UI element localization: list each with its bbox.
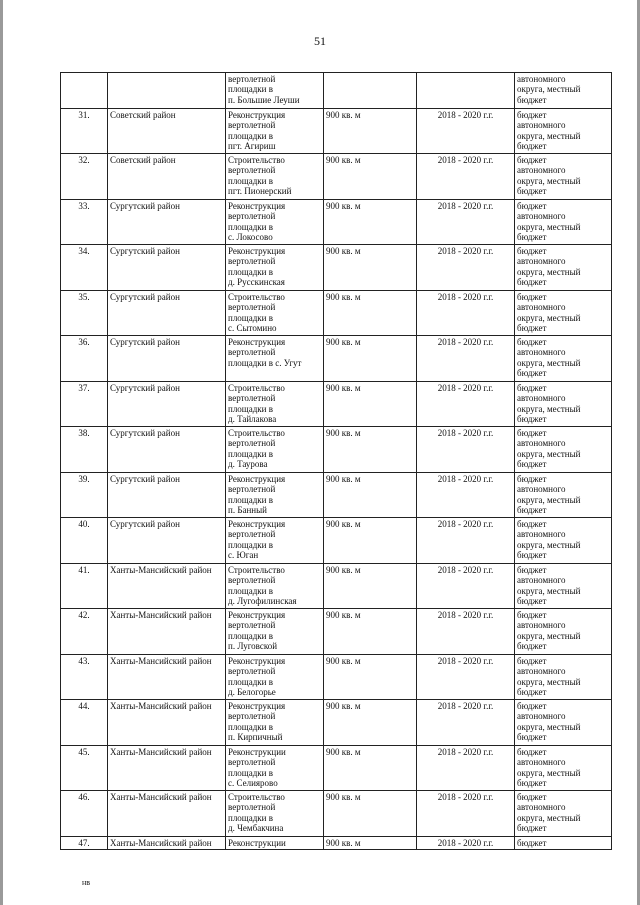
period-cell: 2018 - 2020 г.г. (417, 655, 515, 700)
table-row (61, 518, 612, 564)
row-number-cell: 31. (61, 109, 108, 154)
row-number-cell: 41. (61, 564, 108, 609)
area-cell: 900 кв. м (324, 473, 417, 518)
funding-source-cell-line: округа, местный (517, 221, 581, 232)
period-cell: 2018 - 2020 г.г. (417, 427, 515, 473)
row-number-cell: 34. (61, 245, 108, 291)
funding-source-cell-line: автономного (517, 302, 566, 313)
district-cell: Сургутский район (108, 245, 226, 291)
object-cell-line: Реконструкция (228, 246, 286, 256)
funding-source-cell-line: автономного (517, 256, 566, 267)
funding-source-cell-line: автономного (517, 393, 566, 404)
area-cell: 900 кв. м (324, 291, 417, 336)
object-cell-line: Строительство (228, 792, 285, 802)
funding-source-cell-line: бюджет (517, 778, 547, 789)
table-row (61, 154, 612, 200)
funding-source-cell (515, 73, 612, 109)
object-cell-line: Реконструкции (228, 838, 286, 848)
district-cell: Ханты-Мансийский район (108, 837, 226, 850)
funding-source-cell-line: округа, местный (517, 494, 581, 505)
object-cell-line: площадки в (228, 676, 273, 687)
district-cell: Ханты-Мансийский район (108, 746, 226, 791)
funding-source-cell-line: бюджет (517, 110, 547, 120)
row-number-cell: 39. (61, 473, 108, 518)
period-cell (417, 73, 515, 109)
object-cell-line: вертолетной (228, 757, 276, 768)
object-cell (226, 791, 324, 837)
funding-source-cell-line: бюджет (517, 823, 547, 834)
object-cell-line: площадки в (228, 130, 273, 141)
object-cell-line: площадки в (228, 312, 273, 323)
funding-source-cell-line: бюджет (517, 596, 547, 607)
object-cell-line: вертолетной (228, 120, 276, 131)
page-number: 51 (314, 34, 326, 48)
object-cell (226, 609, 324, 655)
row-number-cell: 42. (61, 609, 108, 655)
object-cell-line: д. Чембакчина (228, 823, 284, 834)
funding-source-cell-line: округа, местный (517, 357, 581, 368)
period-cell: 2018 - 2020 г.г. (417, 837, 515, 850)
table-row (61, 73, 612, 109)
helipad-plan-table (60, 72, 612, 850)
object-cell-line: вертолетной (228, 529, 276, 540)
area-cell: 900 кв. м (324, 746, 417, 791)
funding-source-cell-line: округа, местный (517, 812, 581, 823)
period-cell: 2018 - 2020 г.г. (417, 200, 515, 245)
funding-source-cell-line: бюджет (517, 792, 547, 802)
table-row (61, 746, 612, 791)
object-cell-line: Реконструкция (228, 610, 286, 620)
area-cell: 900 кв. м (324, 154, 417, 200)
object-cell-line: Строительство (228, 428, 285, 438)
area-cell: 900 кв. м (324, 791, 417, 837)
object-cell (226, 200, 324, 245)
funding-source-cell-line: бюджет (517, 292, 547, 302)
funding-source-cell-line: автономного (517, 165, 566, 176)
object-cell (226, 564, 324, 609)
funding-source-cell-line: бюджет (517, 505, 547, 516)
funding-source-cell-line: бюджет (517, 246, 547, 256)
object-cell-line: Реконструкция (228, 474, 286, 484)
funding-source-cell (515, 382, 612, 427)
funding-source-cell-line: бюджет (517, 610, 547, 620)
object-cell-line: вертолетной (228, 484, 276, 495)
row-number-cell: 43. (61, 655, 108, 700)
object-cell (226, 245, 324, 291)
object-cell-line: площадки в (228, 494, 273, 505)
funding-source-cell (515, 746, 612, 791)
funding-source-cell-line: округа, местный (517, 84, 581, 95)
funding-source-cell-line: округа, местный (517, 130, 581, 141)
funding-source-cell (515, 109, 612, 154)
funding-source-cell-line: автономного (517, 711, 566, 722)
funding-source-cell-line: автономного (517, 438, 566, 449)
object-cell-line: площадки в (228, 448, 273, 459)
object-cell (226, 427, 324, 473)
funding-source-cell-line: бюджет (517, 201, 547, 211)
object-cell-line: п. Кирпичный (228, 732, 283, 743)
object-cell-line: д. Белогорье (228, 687, 276, 698)
object-cell-line: площадки в (228, 403, 273, 414)
object-cell-line: Реконструкция (228, 519, 286, 529)
period-cell: 2018 - 2020 г.г. (417, 473, 515, 518)
area-cell: 900 кв. м (324, 609, 417, 655)
funding-source-cell-line: бюджет (517, 747, 547, 757)
object-cell-line: д. Таурова (228, 459, 268, 470)
table-row (61, 700, 612, 746)
funding-source-cell (515, 518, 612, 564)
object-cell (226, 382, 324, 427)
period-cell: 2018 - 2020 г.г. (417, 746, 515, 791)
object-cell (226, 73, 324, 109)
funding-source-cell-line: автономного (517, 802, 566, 813)
area-cell: 900 кв. м (324, 336, 417, 382)
funding-source-cell-line: бюджет (517, 565, 547, 575)
funding-source-cell-line: автономного (517, 211, 566, 222)
funding-source-cell (515, 291, 612, 336)
funding-source-cell (515, 655, 612, 700)
object-cell-line: площадки в (228, 84, 273, 95)
period-cell: 2018 - 2020 г.г. (417, 109, 515, 154)
funding-source-cell (515, 336, 612, 382)
period-cell: 2018 - 2020 г.г. (417, 382, 515, 427)
row-number-cell: 32. (61, 154, 108, 200)
period-cell: 2018 - 2020 г.г. (417, 791, 515, 837)
district-cell: Ханты-Мансийский район (108, 655, 226, 700)
object-cell-line: Реконструкция (228, 201, 286, 211)
object-cell (226, 336, 324, 382)
object-cell-line: пгт. Агириш (228, 141, 276, 152)
object-cell-line: площадки в (228, 812, 273, 823)
funding-source-cell-line: бюджет (517, 337, 547, 347)
object-cell-line: д. Тайлакова (228, 414, 277, 425)
funding-source-cell-line: бюджет (517, 277, 547, 288)
area-cell: 900 кв. м (324, 382, 417, 427)
funding-source-cell-line: бюджет (517, 232, 547, 243)
area-cell: 900 кв. м (324, 427, 417, 473)
area-cell: 900 кв. м (324, 109, 417, 154)
funding-source-cell-line: бюджет (517, 186, 547, 197)
funding-source-cell-line: бюджет (517, 519, 547, 529)
area-cell (324, 73, 417, 109)
object-cell-line: с. Селиярово (228, 778, 278, 789)
period-cell: 2018 - 2020 г.г. (417, 609, 515, 655)
object-cell-line: Строительство (228, 565, 285, 575)
funding-source-cell-line: автономного (517, 757, 566, 768)
object-cell-line: вертолетной (228, 302, 276, 313)
funding-source-cell-line: округа, местный (517, 266, 581, 277)
funding-source-cell-line: округа, местный (517, 676, 581, 687)
funding-source-cell-line: бюджет (517, 94, 547, 105)
object-cell-line: п. Большие Леуши (228, 94, 300, 105)
funding-source-cell (515, 564, 612, 609)
row-number-cell: 40. (61, 518, 108, 564)
district-cell: Сургутский район (108, 291, 226, 336)
object-cell-line: пгт. Пионерский (228, 186, 292, 197)
funding-source-cell-line: бюджет (517, 141, 547, 152)
object-cell (226, 109, 324, 154)
object-cell-line: Реконструкция (228, 701, 286, 711)
object-cell (226, 700, 324, 746)
object-cell (226, 655, 324, 700)
funding-source-cell-line: бюджет (517, 656, 547, 666)
object-cell-line: площадки в (228, 585, 273, 596)
period-cell: 2018 - 2020 г.г. (417, 700, 515, 746)
table-row (61, 791, 612, 837)
funding-source-cell-line: округа, местный (517, 448, 581, 459)
district-cell: Сургутский район (108, 473, 226, 518)
funding-source-cell-line: бюджет (517, 641, 547, 652)
object-cell-line: вертолетной (228, 393, 276, 404)
funding-source-cell-line: округа, местный (517, 403, 581, 414)
object-cell (226, 518, 324, 564)
row-number-cell: 36. (61, 336, 108, 382)
object-cell-line: площадки в (228, 630, 273, 641)
funding-source-cell-line: бюджет (517, 155, 547, 165)
scan-left-edge (0, 0, 3, 905)
table-row (61, 655, 612, 700)
object-cell-line: площадки в (228, 266, 273, 277)
row-number-cell: 46. (61, 791, 108, 837)
row-number-cell: 33. (61, 200, 108, 245)
funding-source-cell (515, 473, 612, 518)
object-cell-line: п. Банный (228, 505, 267, 516)
period-cell: 2018 - 2020 г.г. (417, 336, 515, 382)
object-cell-line: вертолетной (228, 256, 276, 267)
district-cell: Сургутский район (108, 200, 226, 245)
object-cell-line: д. Русскинская (228, 277, 285, 288)
district-cell: Ханты-Мансийский район (108, 791, 226, 837)
object-cell-line: площадки в (228, 539, 273, 550)
object-cell (226, 473, 324, 518)
district-cell (108, 73, 226, 109)
object-cell-line: площадки в с. Угут (228, 357, 302, 368)
row-number-cell: 47. (61, 837, 108, 850)
funding-source-cell (515, 609, 612, 655)
object-cell-line: вертолетной (228, 666, 276, 677)
object-cell-line: с. Юган (228, 550, 259, 561)
table-row (61, 609, 612, 655)
district-cell: Ханты-Мансийский район (108, 609, 226, 655)
table-row (61, 245, 612, 291)
row-number-cell (61, 73, 108, 109)
funding-source-cell-line: автономного (517, 120, 566, 131)
row-number-cell: 45. (61, 746, 108, 791)
object-cell-line: Строительство (228, 292, 285, 302)
funding-source-cell-line: бюджет (517, 550, 547, 561)
period-cell: 2018 - 2020 г.г. (417, 154, 515, 200)
object-cell-line: площадки в (228, 767, 273, 778)
object-cell-line: вертолетной (228, 620, 276, 631)
district-cell: Сургутский район (108, 518, 226, 564)
row-number-cell: 37. (61, 382, 108, 427)
object-cell-line: Реконструкция (228, 337, 286, 347)
period-cell: 2018 - 2020 г.г. (417, 564, 515, 609)
funding-source-cell-line: автономного (517, 347, 566, 358)
object-cell (226, 291, 324, 336)
object-cell-line: площадки в (228, 221, 273, 232)
funding-source-cell (515, 837, 612, 850)
district-cell: Сургутский район (108, 382, 226, 427)
funding-source-cell-line: округа, местный (517, 175, 581, 186)
object-cell-line: с. Сытомино (228, 323, 277, 334)
area-cell: 900 кв. м (324, 564, 417, 609)
area-cell: 900 кв. м (324, 245, 417, 291)
period-cell: 2018 - 2020 г.г. (417, 245, 515, 291)
table-row (61, 427, 612, 473)
funding-source-cell-line: бюджет (517, 838, 547, 848)
row-number-cell: 38. (61, 427, 108, 473)
funding-source-cell-line: округа, местный (517, 630, 581, 641)
funding-source-cell-line: автономного (517, 666, 566, 677)
funding-source-cell-line: округа, местный (517, 721, 581, 732)
funding-source-cell-line: бюджет (517, 368, 547, 379)
object-cell-line: Строительство (228, 155, 285, 165)
funding-source-cell-line: округа, местный (517, 539, 581, 550)
object-cell-line: вертолетной (228, 165, 276, 176)
table-row (61, 336, 612, 382)
table-row (61, 382, 612, 427)
object-cell-line: площадки в (228, 175, 273, 186)
table-row (61, 564, 612, 609)
funding-source-cell (515, 154, 612, 200)
object-cell-line: Реконструкции (228, 747, 286, 757)
table-row (61, 200, 612, 245)
funding-source-cell-line: автономного (517, 575, 566, 586)
funding-source-cell-line: округа, местный (517, 767, 581, 778)
funding-source-cell-line: округа, местный (517, 312, 581, 323)
funding-source-cell-line: автономного (517, 484, 566, 495)
object-cell-line: вертолетной (228, 575, 276, 586)
table-row (61, 291, 612, 336)
area-cell: 900 кв. м (324, 655, 417, 700)
funding-source-cell-line: автономного (517, 529, 566, 540)
funding-source-cell-line: округа, местный (517, 585, 581, 596)
object-cell-line: вертолетной (228, 347, 276, 358)
object-cell-line: Реконструкция (228, 656, 286, 666)
district-cell: Ханты-Мансийский район (108, 564, 226, 609)
object-cell-line: вертолетной (228, 74, 276, 84)
district-cell: Сургутский район (108, 336, 226, 382)
district-cell: Ханты-Мансийский район (108, 700, 226, 746)
funding-source-cell-line: бюджет (517, 428, 547, 438)
area-cell: 900 кв. м (324, 700, 417, 746)
object-cell-line: с. Локосово (228, 232, 273, 243)
object-cell-line: вертолетной (228, 438, 276, 449)
period-cell: 2018 - 2020 г.г. (417, 291, 515, 336)
object-cell-line: вертолетной (228, 211, 276, 222)
period-cell: 2018 - 2020 г.г. (417, 518, 515, 564)
district-cell: Советский район (108, 109, 226, 154)
funding-source-cell-line: бюджет (517, 383, 547, 393)
object-cell-line: площадки в (228, 721, 273, 732)
funding-source-cell (515, 427, 612, 473)
object-cell-line: Строительство (228, 383, 285, 393)
area-cell: 900 кв. м (324, 200, 417, 245)
table-row (61, 109, 612, 154)
object-cell-line: Реконструкция (228, 110, 286, 120)
object-cell (226, 154, 324, 200)
funding-source-cell (515, 200, 612, 245)
object-cell-line: д. Лугофилинская (228, 596, 297, 607)
funding-source-cell (515, 700, 612, 746)
area-cell: 900 кв. м (324, 518, 417, 564)
funding-source-cell-line: бюджет (517, 459, 547, 470)
object-cell-line: вертолетной (228, 711, 276, 722)
funding-source-cell-line: бюджет (517, 414, 547, 425)
object-cell-line: п. Луговской (228, 641, 278, 652)
district-cell: Советский район (108, 154, 226, 200)
funding-source-cell-line: бюджет (517, 732, 547, 743)
funding-source-cell-line: бюджет (517, 701, 547, 711)
funding-source-cell (515, 791, 612, 837)
footer-mark: нв (82, 878, 91, 887)
object-cell (226, 837, 324, 850)
funding-source-cell-line: автономного (517, 620, 566, 631)
area-cell: 900 кв. м (324, 837, 417, 850)
row-number-cell: 35. (61, 291, 108, 336)
table-body (61, 73, 612, 850)
funding-source-cell (515, 245, 612, 291)
object-cell (226, 746, 324, 791)
object-cell-line: вертолетной (228, 802, 276, 813)
district-cell: Сургутский район (108, 427, 226, 473)
table-row (61, 473, 612, 518)
row-number-cell: 44. (61, 700, 108, 746)
funding-source-cell-line: автономного (517, 74, 566, 84)
funding-source-cell-line: бюджет (517, 474, 547, 484)
table-row (61, 837, 612, 850)
funding-source-cell-line: бюджет (517, 687, 547, 698)
funding-source-cell-line: бюджет (517, 323, 547, 334)
